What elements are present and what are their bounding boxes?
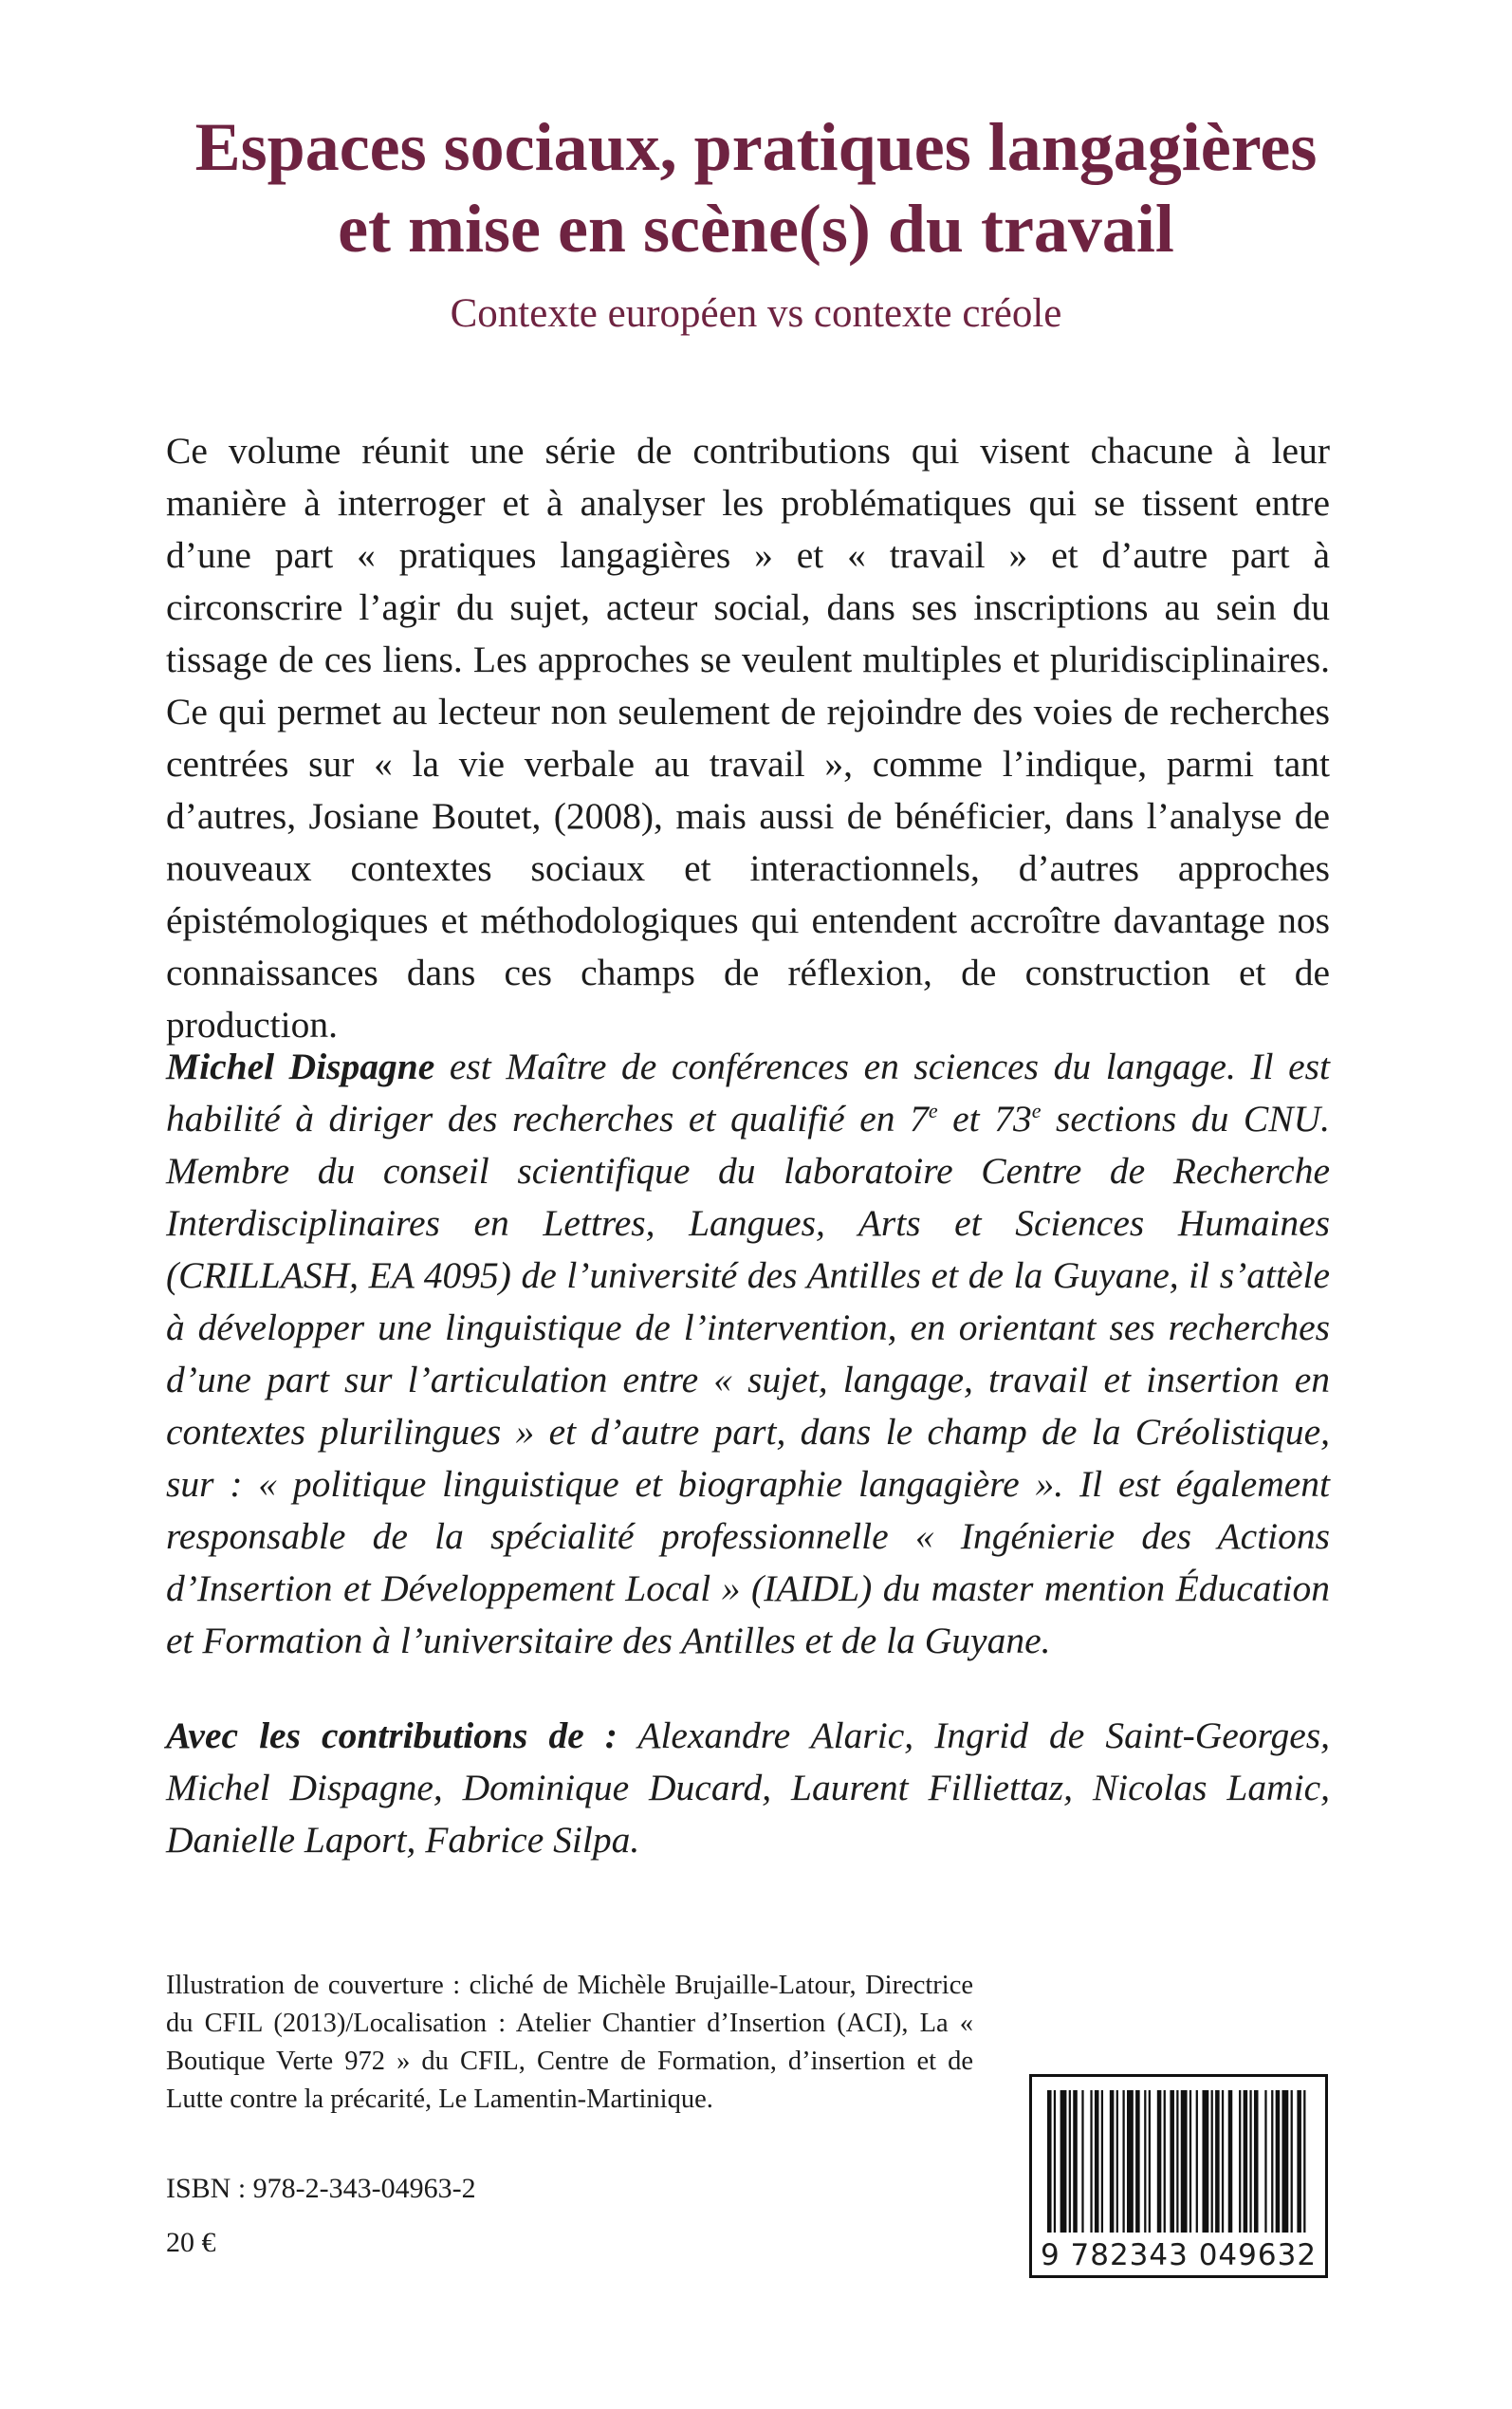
bio-sup-b: e bbox=[1031, 1098, 1042, 1122]
barcode-bars-icon bbox=[1047, 2090, 1310, 2233]
contributions-names: Alexandre Alaric, Ingrid de Saint-Georges, Michel Dispagne, Dominique Ducard, Laurent Filliettaz, Nicolas Lamic, Danielle Laport, Fabrice Silpa. bbox=[166, 1714, 1330, 1861]
author-bio bbox=[166, 1041, 1330, 1667]
cover-credit: Illustration de couverture : cliché de Michèle Brujaille-Latour, Directrice du CFIL (2013)/Localisation : Atelier Chantier d’Insertion (ACI), La « Boutique Verte 972 » du CFIL, Centre de Formation, d’insertion et de Lutte contre la précarité, Le Lamentin-Martinique. bbox=[166, 1971, 973, 2114]
subtitle: Contexte européen vs contexte créole bbox=[450, 291, 1062, 336]
bio-sup-a: e bbox=[928, 1098, 938, 1122]
barcode bbox=[1029, 2074, 1328, 2278]
contributions-label: Avec les contributions de : bbox=[166, 1714, 618, 1756]
isbn: ISBN : 978-2-343-04963-2 bbox=[166, 2173, 476, 2204]
title-line-1: Espaces sociaux, pratiques langagières bbox=[194, 109, 1318, 185]
price: 20 € bbox=[166, 2227, 216, 2258]
description-paragraph: Ce volume réunit une série de contributions qui visent chacune à leur manière à interroger et à analyser les problématiques qui se tissent entre d’une part « pratiques langagières » et « travail » et d’autre part à circonscrire l’agir du sujet, acteur social, dans ses inscriptions au sein du tissage de ces liens. Les approches se veulent multiples et pluridisciplinaires. Ce qui permet au lecteur non seulement de rejoindre des voies de recherches centrées sur « la vie verbale au travail », comme l’indique, parmi tant d’autres, Josiane Boutet, (2008), mais aussi de bénéficier, dans l’analyse de nouveaux contextes sociaux et interactionnels, d’autres approches épistémologiques et méthodologiques qui entendent accroître davantage nos connaissances dans ces champs de réflexion, de construction et de production. bbox=[166, 430, 1330, 1046]
contributions bbox=[166, 1710, 1330, 1866]
author-name: Michel Dispagne bbox=[166, 1046, 435, 1087]
title-line-2: et mise en scène(s) du travail bbox=[338, 191, 1174, 267]
barcode-digits: 9 782343 049632 bbox=[1040, 2238, 1318, 2272]
bio-text-c: sections du CNU. Membre du conseil scientifique du laboratoire Centre de Recherche Interdisciplinaires en Lettres, Langues, Arts et Sciences Humaines (CRILLASH, EA 4095) de l’université des Antilles et de la Guyane, il s’attèle à développer une linguistique de l’intervention, en orientant ses recherches d’une part sur l’articulation entre « sujet, langage, travail et insertion en contextes plurilingues » et d’autre part, dans le champ de la Créolistique, sur : « politique linguistique et biographie langagière ». Il est également responsable de la spécialité professionnelle « Ingénierie des Actions d’Insertion et Développement Local » (IAIDL) du master mention Éducation et Formation à l’universitaire des Antilles et de la Guyane. bbox=[166, 1098, 1330, 1661]
bio-text-b: et 73 bbox=[937, 1098, 1032, 1140]
bio-text-a: est Maître de conférences en sciences du langage. Il est habilité à diriger des recherches et qualifié en 7 bbox=[166, 1046, 1330, 1140]
